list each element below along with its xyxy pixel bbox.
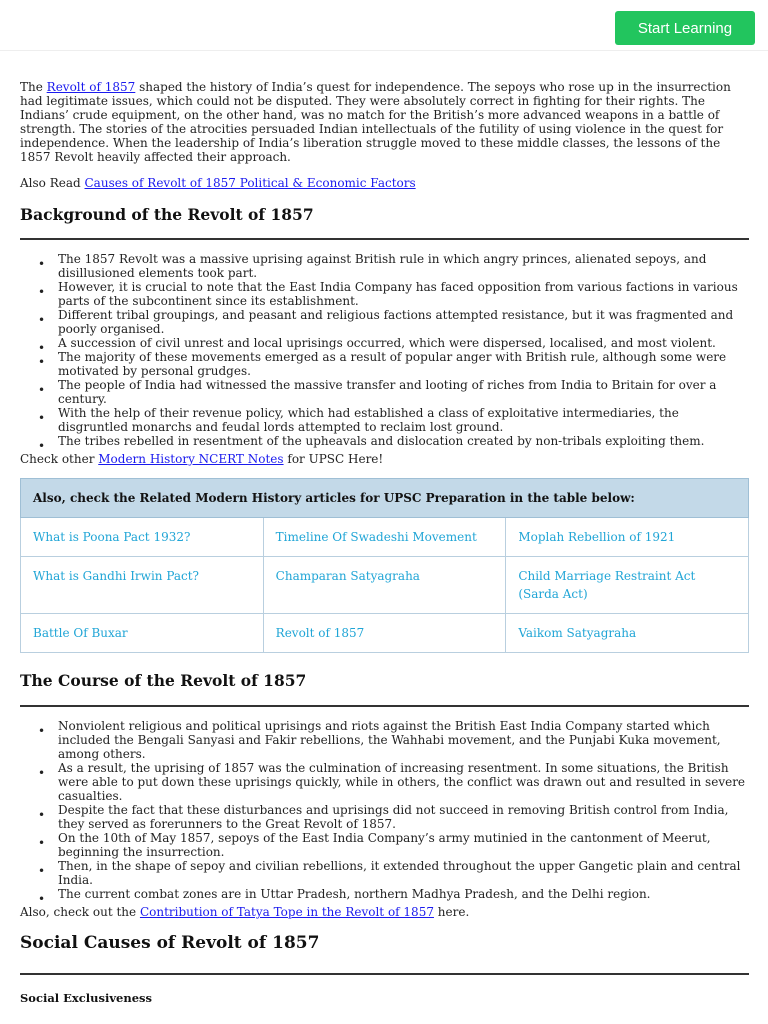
article-link[interactable]: Child Marriage Restraint Act (Sarda Act) — [518, 569, 696, 601]
table-row — [21, 557, 749, 614]
also-check-suffix: here. — [433, 905, 470, 919]
list-item: • As a result, the uprising of 1857 was the culmination of increasing resentment. In some situations, the British were able to put down these uprisings quickly, while in others, the conflict was drawn out and resulted in severe casualties. — [58, 761, 749, 803]
list-item: • On the 10th of May 1857, sepoys of the East India Company’s army mutinied in the cantonment of Meerut, beginning the insurrection. — [58, 831, 749, 859]
table-cell — [263, 518, 506, 557]
article-link[interactable]: Battle Of Buxar — [33, 626, 128, 640]
list-item: • Then, in the shape of sepoy and civilian rebellions, it extended throughout the upper Gangetic plain and central India. — [58, 859, 749, 887]
course-heading: The Course of the Revolt of 1857 — [20, 671, 307, 690]
top-bar — [0, 0, 768, 51]
background-list — [20, 252, 749, 448]
start-learning-button[interactable]: Start Learning — [615, 11, 755, 45]
list-item: • The 1857 Revolt was a massive uprising against British rule in which angry princes, alienated sepoys, and disillusioned elements took part. — [58, 252, 749, 280]
intro-text: shaped the history of India’s quest for independence. The sepoys who rose up in the insurrection had legitimate issues, which could not be disputed. They were absolutely correct in fighting for their rights. The Indians’ crude equipment, on the other hand, was no match for the British’s more advanced weapons in a battle of strength. The stories of the atrocities persuaded Indian intellectuals of the futility of using violence in the quest for independence. When the leadership of India’s liberation struggle moved to these middle classes, the lessons of the 1857 Revolt heavily affected their approach. — [20, 80, 731, 164]
list-item: • The people of India had witnessed the massive transfer and looting of riches from India to Britain for over a century. — [58, 378, 749, 406]
article-content — [20, 80, 749, 1005]
intro-lead: The — [20, 80, 47, 94]
related-articles-table — [20, 478, 749, 653]
table-cell — [263, 557, 506, 614]
also-read-prefix: Also Read — [20, 176, 85, 190]
check-other-suffix: for UPSC Here! — [283, 452, 384, 466]
list-item: • The tribes rebelled in resentment of the upheavals and dislocation created by non-tribals exploiting them. — [58, 434, 749, 448]
check-other-line — [20, 452, 749, 466]
course-list — [20, 719, 749, 901]
table-row — [21, 518, 749, 557]
list-item: • A succession of civil unrest and local uprisings occurred, which were dispersed, localised, and most violent. — [58, 336, 749, 350]
table-cell — [506, 614, 749, 653]
divider — [20, 973, 749, 975]
table-cell — [506, 557, 749, 614]
table-cell — [21, 557, 264, 614]
article-link[interactable]: What is Gandhi Irwin Pact? — [33, 569, 199, 583]
social-causes-heading: Social Causes of Revolt of 1857 — [20, 933, 320, 953]
article-link[interactable]: What is Poona Pact 1932? — [33, 530, 191, 544]
ncert-notes-link[interactable]: Modern History NCERT Notes — [98, 452, 284, 466]
table-header: Also, check the Related Modern History articles for UPSC Preparation in the table below: — [21, 479, 749, 518]
tatya-tope-link[interactable]: Contribution of Tatya Tope in the Revolt of 1857 — [139, 905, 434, 919]
also-check-prefix: Also, check out the — [20, 905, 140, 919]
list-item: • With the help of their revenue policy, which had established a class of exploitative intermediaries, the disgruntled monarchs and feudal lords attempted to reclaim lost ground. — [58, 406, 749, 434]
article-link[interactable]: Vaikom Satyagraha — [518, 626, 637, 640]
list-item: • However, it is crucial to note that the East India Company has faced opposition from various factions in various parts of the subcontinent since its establishment. — [58, 280, 749, 308]
article-link[interactable]: Revolt of 1857 — [275, 626, 365, 640]
table-cell — [506, 518, 749, 557]
background-heading: Background of the Revolt of 1857 — [20, 205, 314, 224]
list-item: • Despite the fact that these disturbances and uprisings did not succeed in removing British control from India, they served as forerunners to the Great Revolt of 1857. — [58, 803, 749, 831]
divider — [20, 238, 749, 240]
article-link[interactable]: Timeline Of Swadeshi Movement — [275, 530, 477, 544]
causes-of-revolt-link[interactable]: Causes of Revolt of 1857 Political & Economic Factors — [84, 176, 416, 190]
divider — [20, 705, 749, 707]
also-read-line — [20, 176, 749, 190]
list-item: • Different tribal groupings, and peasant and religious factions attempted resistance, but it was fragmented and poorly organised. — [58, 308, 749, 336]
list-item: • Nonviolent religious and political uprisings and riots against the British East India Company started which included the Bengali Sanyasi and Fakir rebellions, the Wahhabi movement, and the Punjabi Kuka movement, among others. — [58, 719, 749, 761]
list-item: • The current combat zones are in Uttar Pradesh, northern Madhya Pradesh, and the Delhi region. — [58, 887, 749, 901]
article-link[interactable]: Moplah Rebellion of 1921 — [518, 530, 676, 544]
table-cell — [21, 518, 264, 557]
check-other-prefix: Check other — [20, 452, 99, 466]
revolt-1857-link[interactable]: Revolt of 1857 — [46, 80, 136, 94]
intro-paragraph — [20, 80, 749, 164]
table-cell — [263, 614, 506, 653]
article-link[interactable]: Champaran Satyagraha — [275, 569, 420, 583]
table-cell — [21, 614, 264, 653]
also-check-line — [20, 905, 749, 919]
list-item: • The majority of these movements emerged as a result of popular anger with British rule, although some were motivated by personal grudges. — [58, 350, 749, 378]
social-exclusiveness-subheading: Social Exclusiveness — [20, 991, 152, 1005]
table-row — [21, 614, 749, 653]
